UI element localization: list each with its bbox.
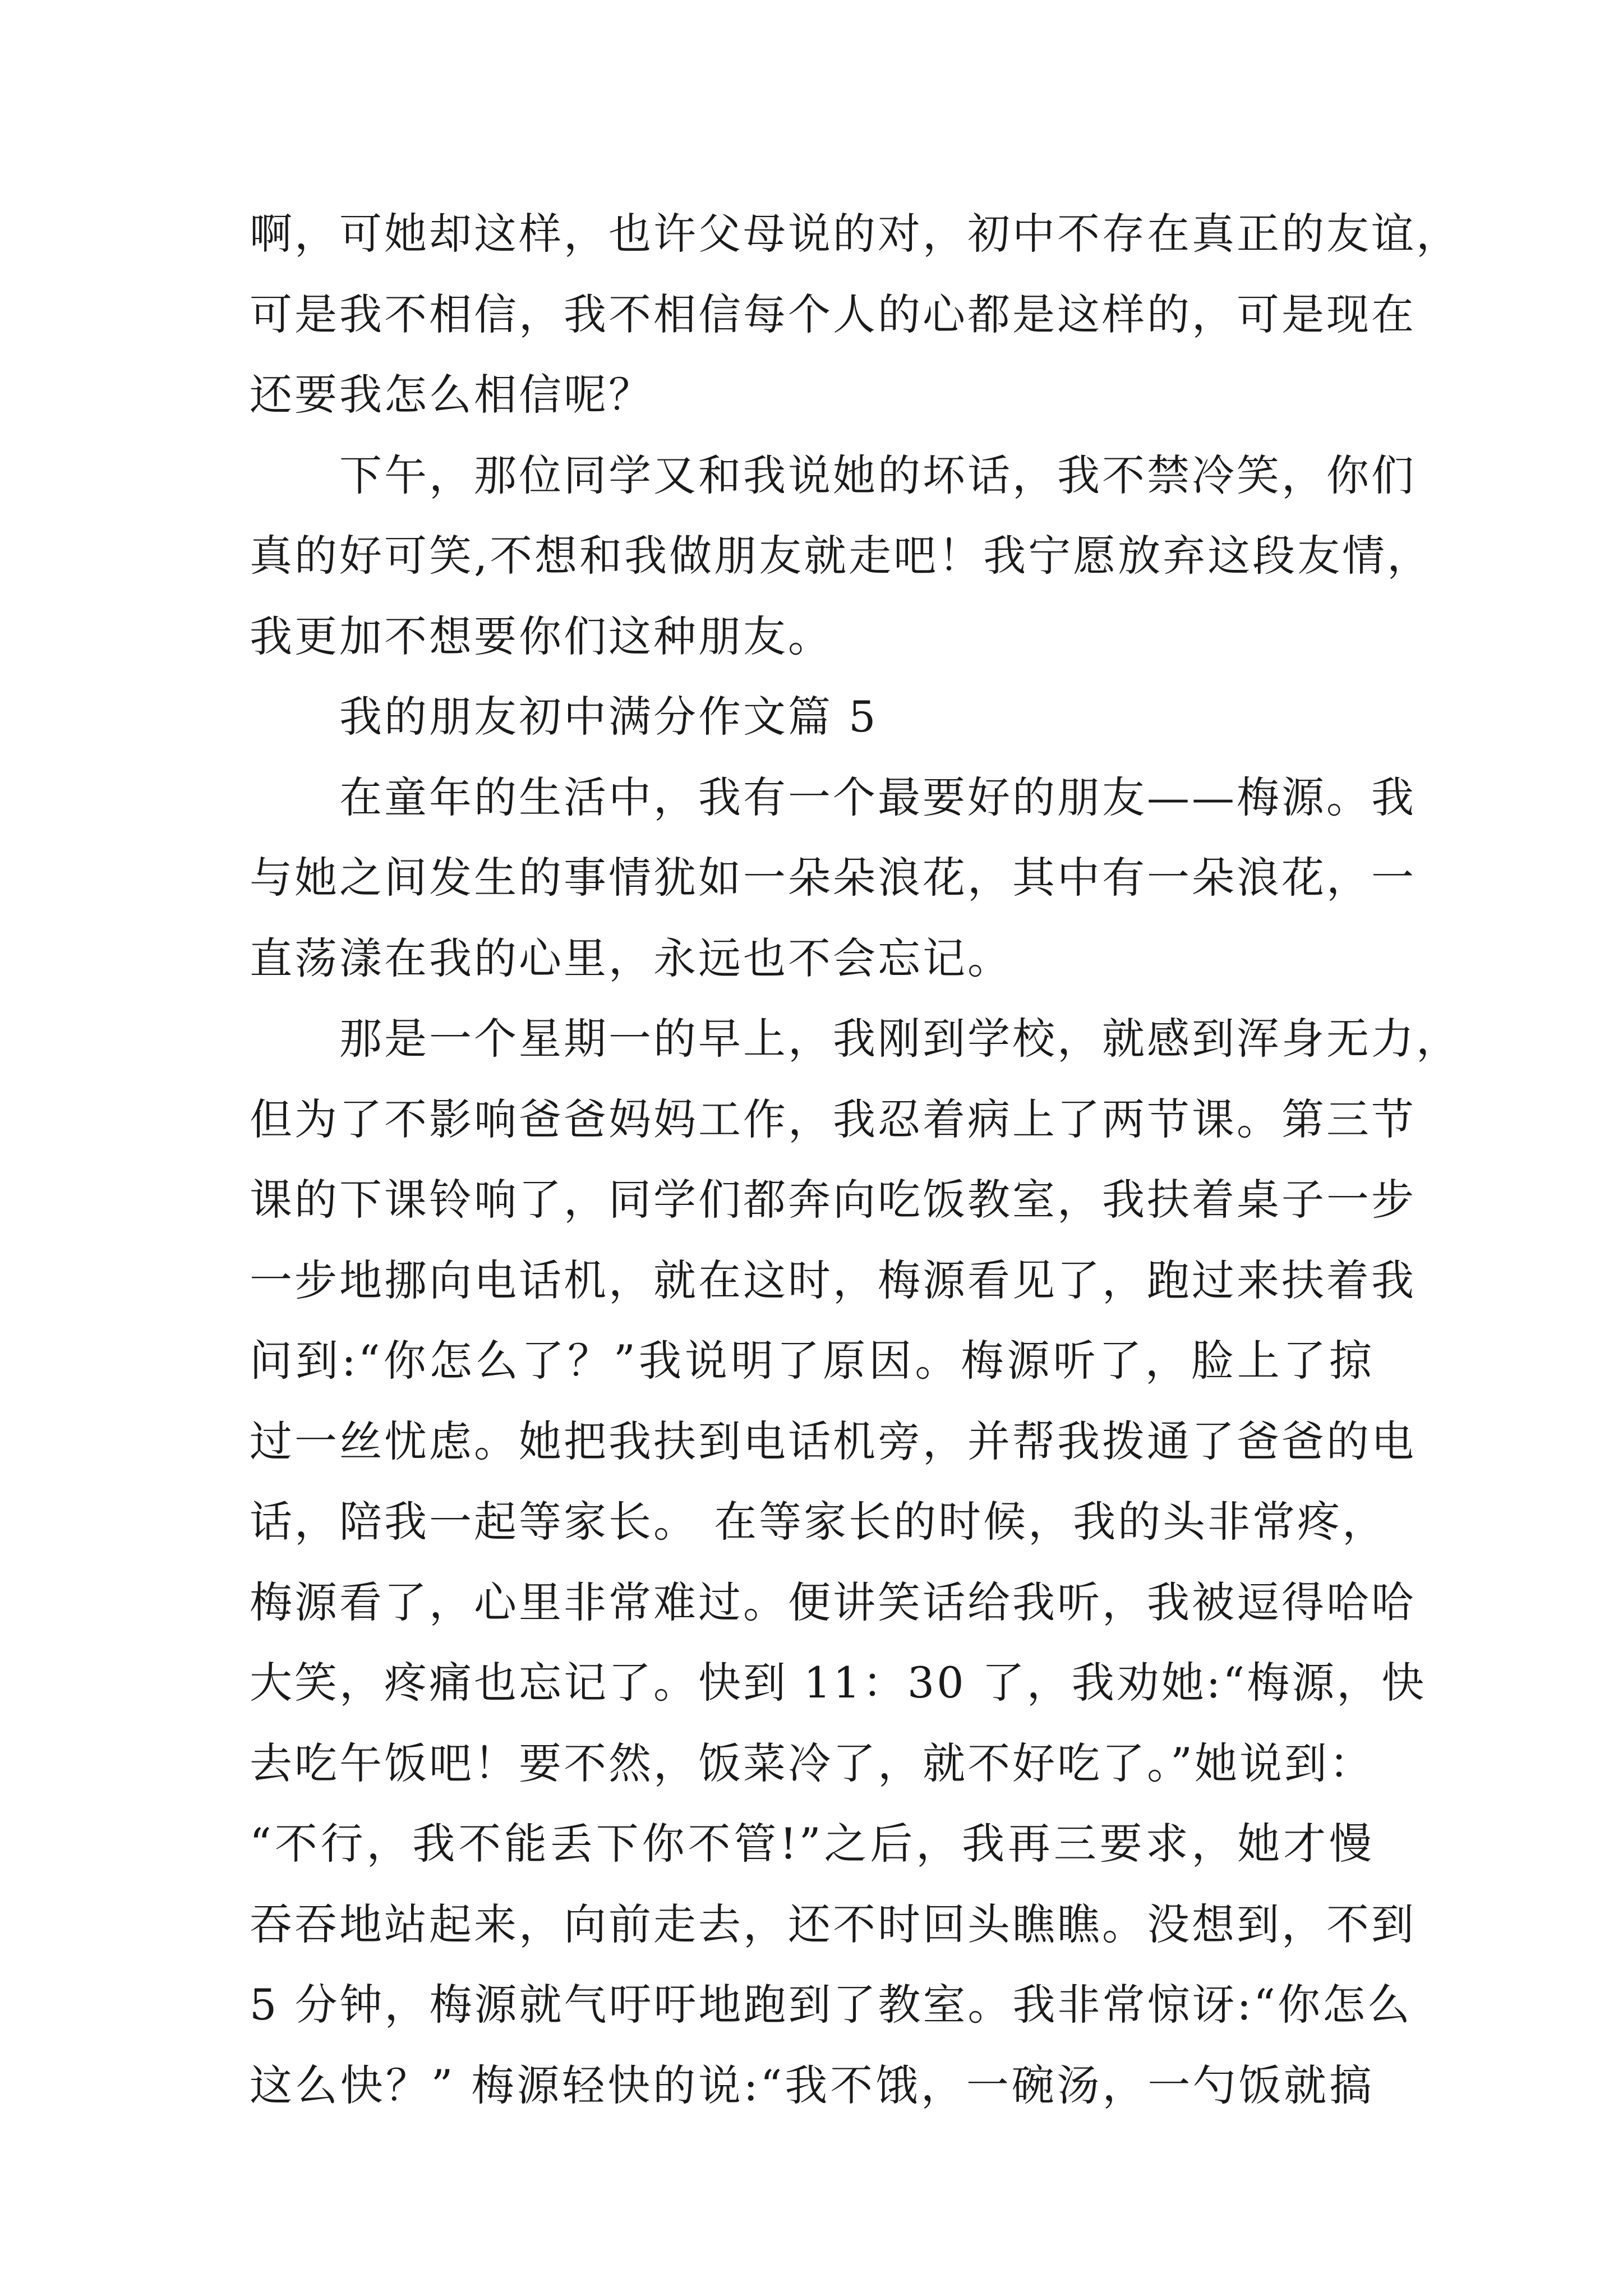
text-line: 这么快？” 梅源轻快的说:“我不饿，一碗汤，一勺饭就搞 — [250, 2060, 1374, 2110]
text-line: 大笑，疼痛也忘记了。快到 11：30 了，我劝她:“梅源，快 — [250, 1658, 1427, 1708]
text-line: 一步地挪向电话机，就在这时，梅源看见了，跑过来扶着我 — [250, 1255, 1416, 1305]
text-line: 去吃午饭吧！要不然，饭菜冷了，就不好吃了。”她说到： — [250, 1738, 1374, 1788]
text-line: 与她之间发生的事情犹如一朵朵浪花，其中有一朵浪花，一 — [250, 853, 1416, 903]
text-line: “不行，我不能丢下你不管!”之后，我再三要求，她才慢 — [250, 1819, 1374, 1869]
text-line: 可是我不相信，我不相信每个人的心都是这样的，可是现在 — [250, 289, 1416, 339]
text-line: 但为了不影响爸爸妈妈工作，我忍着病上了两节课。第三节 — [250, 1094, 1416, 1144]
text-line: 吞吞地站起来，向前走去，还不时回头瞧瞧。没想到，不到 — [250, 1899, 1416, 1949]
text-line: 梅源看了，心里非常难过。便讲笑话给我听，我被逗得哈哈 — [250, 1577, 1416, 1627]
paragraph-start-line: 下午，那位同学又和我说她的坏话，我不禁冷笑，你们 — [339, 450, 1416, 500]
paragraph-start-line: 那是一个星期一的早上，我刚到学校，就感到浑身无力， — [339, 1014, 1461, 1064]
text-line: 我更加不想要你们这种朋友。 — [250, 611, 833, 661]
text-line: 还要我怎么相信呢？ — [250, 370, 653, 420]
text-line: 话，陪我一起等家长。 在等家长的时候，我的头非常疼， — [250, 1497, 1387, 1547]
text-line: 啊，可她却这样，也许父母说的对，初中不存在真正的友谊， — [250, 209, 1461, 259]
paragraph-start-line: 在童年的生活中，我有一个最要好的朋友——梅源。我 — [339, 772, 1416, 822]
section-heading: 我的朋友初中满分作文篇 5 — [339, 692, 878, 742]
text-line: 5 分钟，梅源就气吁吁地跑到了教室。我非常惊讶:“你怎么 — [250, 1980, 1412, 2030]
text-line: 真的好可笑,不想和我做朋友就走吧！我宁愿放弃这段友情， — [250, 531, 1432, 581]
essay-body — [250, 194, 1461, 2125]
text-line: 问到:“你怎么了？”我说明了原因。梅源听了，脸上了掠 — [250, 1336, 1374, 1386]
text-line: 课的下课铃响了，同学们都奔向吃饭教室，我扶着桌子一步 — [250, 1175, 1416, 1225]
text-line: 过一丝忧虑。她把我扶到电话机旁，并帮我拨通了爸爸的电 — [250, 1416, 1416, 1466]
text-line: 直荡漾在我的心里，永远也不会忘记。 — [250, 933, 1012, 983]
